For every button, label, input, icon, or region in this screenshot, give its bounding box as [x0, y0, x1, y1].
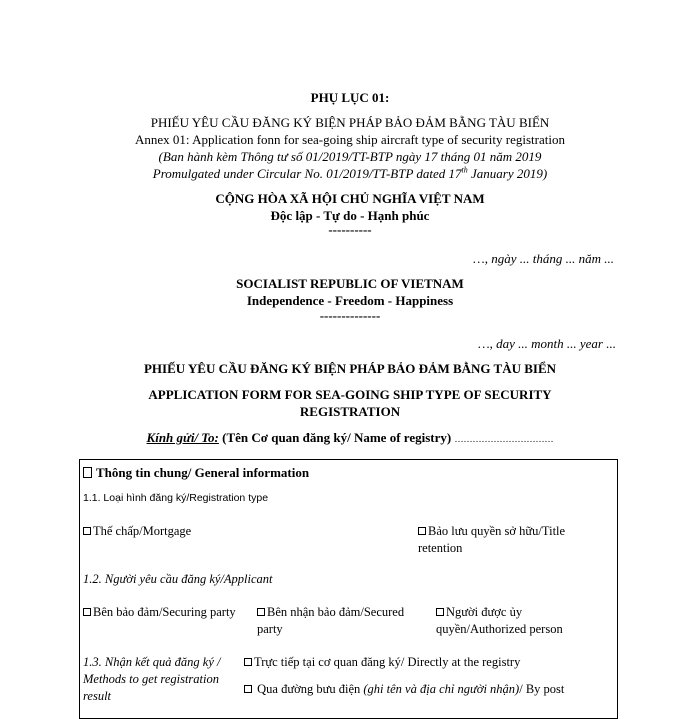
motto-en-rule: --------------	[319, 308, 381, 323]
option-title-retention[interactable]	[418, 523, 565, 557]
option-by-post-note: (ghi tên và địa chỉ người nhận)	[363, 682, 520, 696]
issued-vn: (Ban hành kèm Thông tư số 01/2019/TT-BTP ngày 17 tháng 01 năm 2019	[158, 149, 542, 164]
applicant-label: 1.2. Người yêu cầu đăng ký/Applicant	[83, 572, 273, 586]
annex-en-title: Annex 01: Application fonn for sea-going ship aircraft type of security registration	[135, 132, 565, 147]
annex-vn-title: PHIẾU YÊU CẦU ĐĂNG KÝ BIỆN PHÁP BẢO ĐẢM BẰNG TÀU BIỂN	[150, 115, 550, 130]
section-heading-text: Thông tin chung/ General information	[96, 465, 310, 480]
recipient-dots: ……………………………	[454, 434, 554, 444]
option-secured-party-label: Bên nhận bảo đảm/Secured	[267, 605, 405, 619]
form-title-en-1: APPLICATION FORM FOR SEA-GOING SHIP TYPE OF SECURITY	[148, 387, 552, 402]
result-method-label-1: 1.3. Nhận kết quả đăng ký /	[83, 655, 221, 669]
option-securing-party[interactable]	[83, 604, 236, 621]
section-heading	[83, 464, 309, 481]
option-direct-pickup-label: Trực tiếp tại cơ quan đăng ký/ Directly at the registry	[254, 655, 521, 669]
recipient-label: Kính gửi/ To:	[146, 430, 219, 445]
date-line-vn: …, ngày ... tháng ... năm ...	[473, 251, 614, 266]
form-title-en-2: REGISTRATION	[299, 404, 401, 419]
recipient-line	[0, 430, 700, 446]
checkbox-icon[interactable]	[436, 608, 444, 616]
result-method-label-3: result	[83, 689, 112, 703]
country-en: SOCIALIST REPUBLIC OF VIETNAM	[236, 276, 464, 291]
option-authorized-person-label: Người được ủy	[446, 605, 523, 619]
option-direct-pickup[interactable]	[244, 654, 520, 671]
form-title-vn: PHIẾU YÊU CẦU ĐĂNG KÝ BIỆN PHÁP BẢO ĐẢM BẰNG TÀU BIỂN	[143, 361, 557, 376]
result-method-label	[83, 654, 220, 705]
option-by-post-label-end: / By post	[519, 682, 565, 696]
checkbox-icon[interactable]	[83, 527, 91, 535]
checkbox-icon[interactable]	[244, 658, 252, 666]
option-secured-party[interactable]	[257, 604, 404, 638]
section-checkbox-icon	[83, 467, 92, 478]
registration-type-label: 1.1. Loại hình đăng ký/Registration type	[83, 492, 269, 504]
general-info-box	[79, 459, 618, 719]
issued-en-text-end: January 2019)	[467, 166, 548, 181]
checkbox-icon[interactable]	[418, 527, 426, 535]
option-secured-party-label-2: party	[257, 622, 283, 636]
checkbox-icon[interactable]	[257, 608, 265, 616]
checkbox-icon[interactable]	[83, 608, 91, 616]
issued-en-text: Promulgated under Circular No. 01/2019/TT-BTP dated 17	[152, 166, 462, 181]
motto-vn-rule: ----------	[328, 222, 372, 237]
motto-en: Independence - Freedom - Happiness	[246, 293, 454, 308]
option-mortgage-label: Thế chấp/Mortgage	[93, 524, 192, 538]
option-title-retention-label: Bảo lưu quyền sở hữu/Title	[428, 524, 566, 538]
option-title-retention-label-2: retention	[418, 541, 463, 555]
issued-en	[0, 166, 700, 182]
option-authorized-person[interactable]	[436, 604, 563, 638]
country-vn: CỘNG HÒA XÃ HỘI CHỦ NGHĨA VIỆT NAM	[215, 191, 485, 206]
option-mortgage[interactable]	[83, 523, 191, 540]
option-securing-party-label: Bên bảo đảm/Securing party	[93, 605, 236, 619]
annex-title: PHỤ LỤC 01:	[310, 90, 390, 105]
checkbox-icon[interactable]	[244, 685, 252, 693]
option-by-post[interactable]	[244, 681, 564, 698]
issued-en-sup: th	[461, 165, 468, 175]
option-by-post-label: Qua đường bưu điện	[257, 682, 364, 696]
result-method-label-2: Methods to get registration	[83, 672, 219, 686]
option-authorized-person-label-2: quyền/Authorized person	[436, 622, 563, 636]
recipient-value: (Tên Cơ quan đăng ký/ Name of registry)	[218, 430, 455, 445]
date-line-en: …, day ... month ... year ...	[478, 336, 616, 351]
motto-vn: Độc lập - Tự do - Hạnh phúc	[270, 208, 430, 223]
